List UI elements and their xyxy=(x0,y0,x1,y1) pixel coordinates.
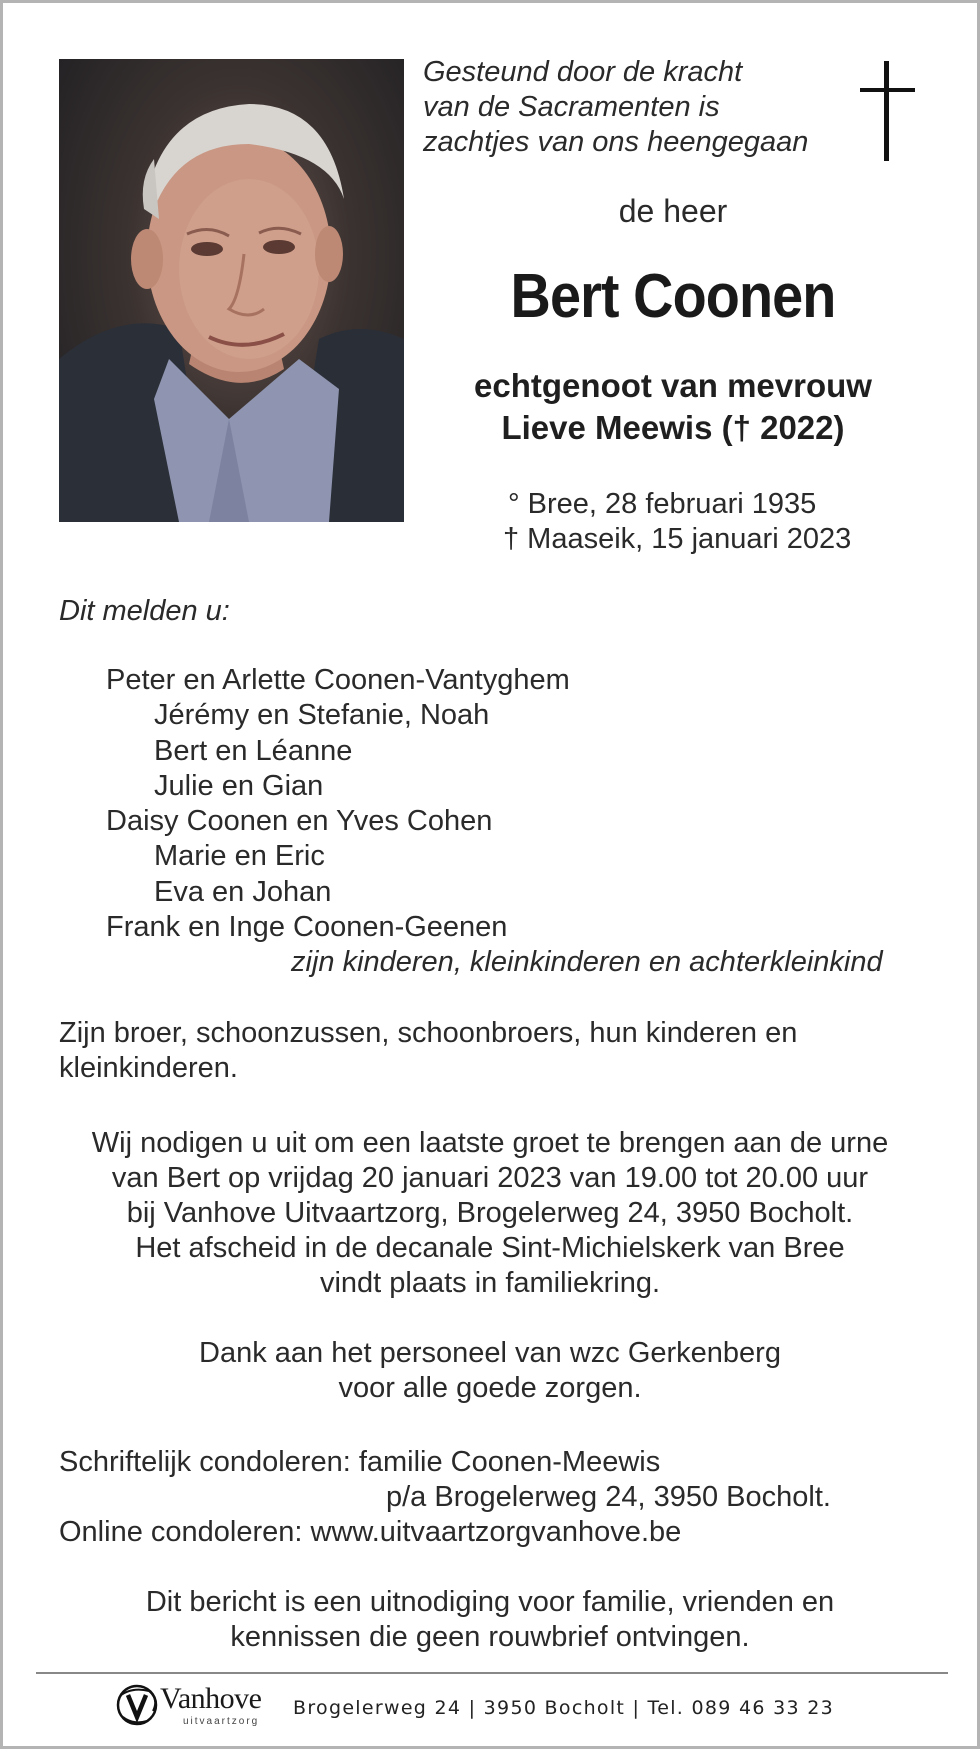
paragraph-line: Dank aan het personeel van wzc Gerkenberg xyxy=(199,1337,781,1369)
logo-brand: Vanhove xyxy=(160,1682,262,1715)
family-row: Julie en Gian xyxy=(154,769,324,802)
family-row: Peter en Arlette Coonen-Vantyghem xyxy=(106,664,570,696)
thanks-paragraph xyxy=(3,1336,977,1406)
footer-divider xyxy=(36,1672,948,1674)
paragraph-line: Wij nodigen u uit om een laatste groet te brengen aan de urne xyxy=(91,1127,889,1159)
invitation-paragraph xyxy=(3,1126,977,1301)
birth-info: ° Bree, 28 februari 1935 xyxy=(508,488,817,520)
note-paragraph xyxy=(3,1585,977,1655)
deceased-name: Bert Coonen xyxy=(510,262,836,331)
paragraph-line: vindt plaats in familiekring. xyxy=(319,1267,661,1299)
relatives-paragraph xyxy=(59,1016,929,1086)
family-row: Daisy Coonen en Yves Cohen xyxy=(106,805,493,838)
paragraph-line: kennissen die geen rouwbrief ontvingen. xyxy=(230,1621,750,1653)
footer xyxy=(3,1679,977,1737)
vanhove-emblem-icon xyxy=(113,1681,161,1729)
condolences-online: Online condoleren: www.uitvaartzorgvanhove.be xyxy=(59,1516,682,1548)
portrait-photo xyxy=(59,59,404,522)
intro-text xyxy=(423,55,808,160)
announce-heading: Dit melden u: xyxy=(59,595,230,627)
paragraph-line: voor alle goede zorgen. xyxy=(338,1372,642,1404)
paragraph-line: bij Vanhove Uitvaartzorg, Brogelerweg 24, 3950 Bocholt. xyxy=(126,1197,854,1229)
family-row: Jérémy en Stefanie, Noah xyxy=(154,699,490,732)
spouse-info xyxy=(423,365,923,449)
paragraph-line: Zijn broer, schoonzussen, schoonbroers, hun kinderen en xyxy=(59,1017,798,1049)
logo-subtitle: uitvaartzorg xyxy=(183,1716,260,1727)
vanhove-logo xyxy=(113,1681,283,1731)
condolences-paragraph xyxy=(59,1445,929,1550)
spouse-line: Lieve Meewis († 2022) xyxy=(501,409,845,446)
intro-line: Gesteund door de kracht xyxy=(423,56,743,88)
paragraph-line: Het afscheid in de decanale Sint-Michielskerk van Bree xyxy=(135,1232,845,1264)
paragraph-line: van Bert op vrijdag 20 januari 2023 van 19.00 tot 20.00 uur xyxy=(111,1162,869,1194)
family-list xyxy=(3,663,977,981)
salutation: de heer xyxy=(618,193,728,229)
condolences-written: Schriftelijk condoleren: familie Coonen-Meewis xyxy=(59,1446,661,1478)
paragraph-line: Dit bericht is een uitnodiging voor familie, vrienden en xyxy=(145,1586,835,1618)
family-row: Bert en Léanne xyxy=(154,734,353,767)
condolences-address: p/a Brogelerweg 24, 3950 Bocholt. xyxy=(386,1481,831,1513)
intro-line: van de Sacramenten is xyxy=(423,91,720,123)
obituary-card xyxy=(3,3,977,1746)
spouse-line: echtgenoot van mevrouw xyxy=(474,367,872,404)
family-caption: zijn kinderen, kleinkinderen en achterkleinkind xyxy=(291,946,883,979)
intro-line: zachtjes van ons heengegaan xyxy=(423,126,809,158)
death-info: † Maaseik, 15 januari 2023 xyxy=(503,523,852,555)
paragraph-line: kleinkinderen. xyxy=(59,1052,238,1084)
footer-address: Brogelerweg 24 | 3950 Bocholt | Tel. 089 46 33 23 xyxy=(293,1697,834,1719)
family-row: Marie en Eric xyxy=(154,840,325,873)
cross-icon xyxy=(858,61,918,161)
family-row: Eva en Johan xyxy=(154,875,332,908)
family-row: Frank en Inge Coonen-Geenen xyxy=(106,911,508,944)
